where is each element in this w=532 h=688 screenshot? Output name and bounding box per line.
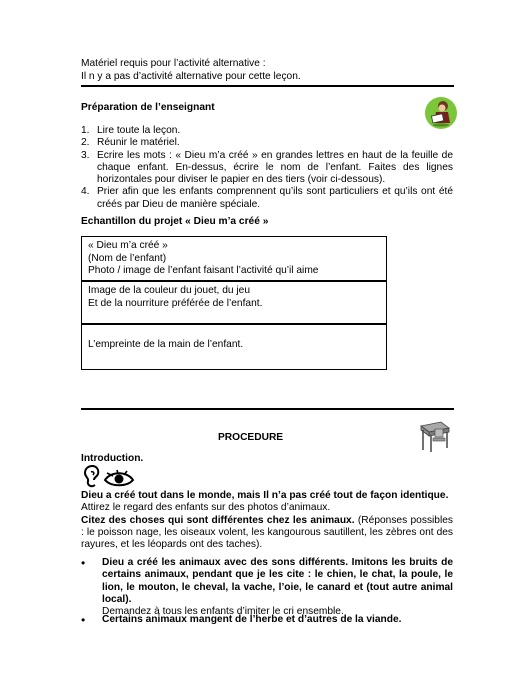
divider bbox=[81, 408, 454, 410]
section-title: Echantillon du projet « Dieu m’a créé » bbox=[81, 216, 269, 227]
school-desk-icon bbox=[415, 418, 453, 454]
steps-list bbox=[81, 125, 453, 211]
divider bbox=[81, 85, 454, 87]
bullet-item: • Dieu a créé les animaux avec des sons différents. Imitons les bruits de certains animaux, pendant que je les cite : le chien, le chat, la poule, le lion, le mouton, le cheval, la vache, l’oie, le canard et (tout autre animal local). Demandez à tous les enfants d’imiter le cri ensemble. bbox=[81, 556, 453, 618]
sample-box-bottom: L’empreinte de la main de l’enfant. bbox=[81, 323, 387, 370]
materials-note: Il n y a pas d’activité alternative pour cette leçon. bbox=[81, 71, 301, 82]
section-title: Préparation de l’enseignant bbox=[81, 102, 215, 113]
materials-heading: Matériel requis pour l’activité alternative : bbox=[81, 58, 266, 69]
intro-paragraph: Dieu a créé tout dans le monde, mais Il n’a pas créé tout de façon identique. Attirez le regard des enfants sur des photos d’animaux. Citez des choses qui sont différentes chez les animaux. (Réponses possibles : le poisson nage, les oiseaux volent, les kangourous sautillent, les zèbres ont des rayures, et les léopards ont des taches). bbox=[81, 490, 453, 551]
bullet-icon: • bbox=[81, 556, 86, 570]
list-item: 1. Lire toute la leçon. bbox=[81, 125, 181, 136]
intro-heading: Introduction. bbox=[81, 453, 144, 464]
eye-icon bbox=[103, 468, 135, 488]
procedure-title: PROCEDURE bbox=[218, 432, 284, 443]
sample-box-middle: Image de la couleur du jouet, du jeu Et de la nourriture préférée de l’enfant. bbox=[81, 280, 387, 324]
sample-box-top: « Dieu m’a créé » (Nom de l’enfant) Photo / image de l’enfant faisant l’activité qu’il aime bbox=[81, 236, 387, 281]
list-item: 2. Réunir le matériel. bbox=[81, 137, 180, 149]
bullet-item: • Certains animaux mangent de l’herbe et d’autres de la viande. bbox=[81, 613, 402, 627]
list-item: 4. Prier afin que les enfants comprennent qu’ils sont particuliers et qu’ils ont été créés par Dieu de manière spéciale. bbox=[81, 186, 453, 210]
ear-icon bbox=[81, 465, 101, 489]
list-item: 3. Ecrire les mots : « Dieu m’a créé » en grandes lettres en haut de la feuille de chaque enfant. En-dessus, écrire le nom de l’enfant. Faites des lignes horizontales pour diviser le papier en des tiers (voir ci-dessous). bbox=[81, 149, 453, 186]
bullet-icon: • bbox=[81, 613, 86, 627]
